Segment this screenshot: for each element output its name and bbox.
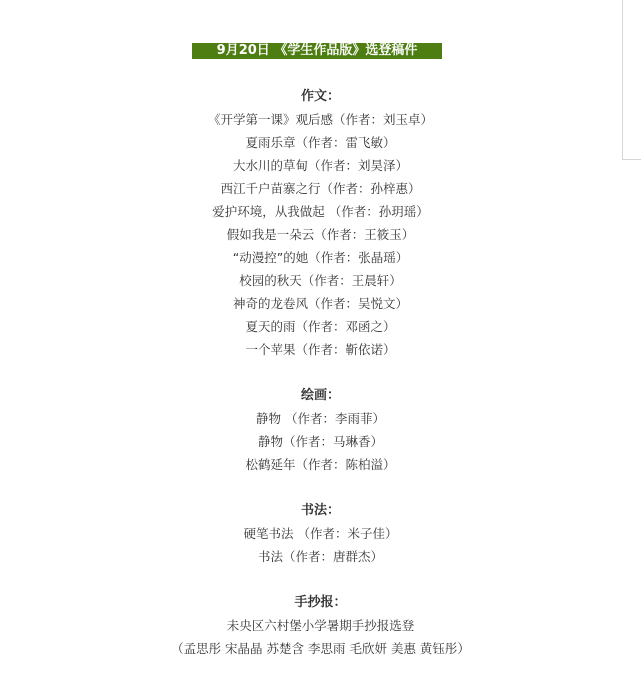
- section-heading-painting: 绘画：: [300, 388, 340, 403]
- list-item: 夏雨乐章（作者：雷飞敏）: [245, 135, 396, 150]
- list-item: 西江千户苗寨之行（作者：孙梓惠）: [220, 181, 421, 196]
- list-item: 未央区六村堡小学暑期手抄报选登: [226, 618, 415, 633]
- list-item: 爱护环境，从我做起 （作者：孙玥瑶）: [212, 204, 429, 219]
- list-item: 夏天的雨（作者：邓函之）: [245, 319, 396, 334]
- list-item: 假如我是一朵云（作者：王筱玉）: [226, 227, 415, 242]
- list-item: “动漫控”的她（作者：张晶瑶）: [232, 250, 409, 265]
- list-item: 书法（作者：唐群杰）: [257, 549, 383, 564]
- list-item: （孟思彤 宋晶晶 苏楚含 李思雨 毛欣妍 美惠 黄钰彤）: [171, 641, 470, 656]
- section-heading-handwritten-newspaper: 手抄报：: [294, 595, 347, 610]
- list-item: 静物 （作者：李雨菲）: [256, 411, 385, 426]
- list-item: 神奇的龙卷风（作者：吴悦文）: [232, 296, 408, 311]
- section-heading-calligraphy: 书法：: [300, 503, 340, 518]
- list-item: 一个苹果（作者：靳依诺）: [245, 342, 396, 357]
- banner-title: 9月20日 《学生作品版》选登稿件: [192, 43, 442, 59]
- list-item: 《开学第一课》观后感（作者：刘玉卓）: [207, 112, 433, 127]
- list-item: 硬笔书法 （作者：米子佳）: [243, 526, 398, 541]
- list-item: 大水川的草甸（作者：刘昊泽）: [232, 158, 408, 173]
- list-item: 静物（作者：马琳香）: [257, 434, 383, 449]
- section-heading-essay: 作文：: [300, 89, 340, 104]
- list-item: 校园的秋天（作者：王晨轩）: [239, 273, 402, 288]
- list-item: 松鹤延年（作者：陈柏溢）: [245, 457, 396, 472]
